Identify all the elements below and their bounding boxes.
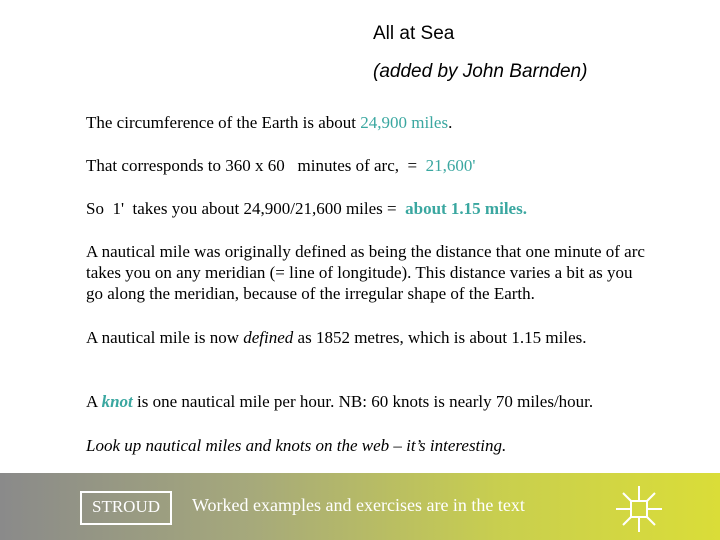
slide-title: All at Sea <box>373 23 455 44</box>
compass-icon <box>614 484 664 534</box>
p6-text: A <box>86 392 102 411</box>
p1-end: . <box>448 113 453 132</box>
p1-text: The circumference of the Earth is about <box>86 113 361 132</box>
circumference-value: 24,900 miles <box>360 113 449 132</box>
minutes-paragraph <box>86 155 646 176</box>
p6-end: is one nautical mile per hour. NB: 60 knots is nearly 70 miles/hour. <box>132 392 594 411</box>
minutes-value: 21,600' <box>425 156 476 175</box>
per-minute-value: about 1.15 miles. <box>405 199 527 218</box>
defined-emphasis: defined <box>243 328 294 347</box>
footer-text: Worked examples and exercises are in the text <box>192 495 525 515</box>
circumference-paragraph <box>86 112 646 133</box>
lookup-paragraph: Look up nautical miles and knots on the web – it’s interesting. <box>86 436 507 455</box>
p5-end: as 1852 metres, which is about 1.15 miles. <box>293 328 587 347</box>
slide-subtitle: (added by John Barnden) <box>373 61 588 82</box>
p5-text: A nautical mile is now <box>86 328 244 347</box>
p2-text: That corresponds to 360 x 60 minutes of arc, = <box>86 156 426 175</box>
p3-text: So 1' takes you about 24,900/21,600 miles = <box>86 199 406 218</box>
per-minute-paragraph <box>86 198 646 219</box>
knot-paragraph <box>86 391 646 412</box>
modern-definition-paragraph <box>86 327 646 348</box>
knot-term: knot <box>101 392 133 411</box>
stroud-logo: STROUD <box>80 491 172 525</box>
definition-paragraph: A nautical mile was originally defined as being the distance that one minute of arc takes you on any meridian (= line of longitude). This distance varies a bit as you go along the meridian, because of the irregular shape of the Earth. <box>86 242 645 303</box>
